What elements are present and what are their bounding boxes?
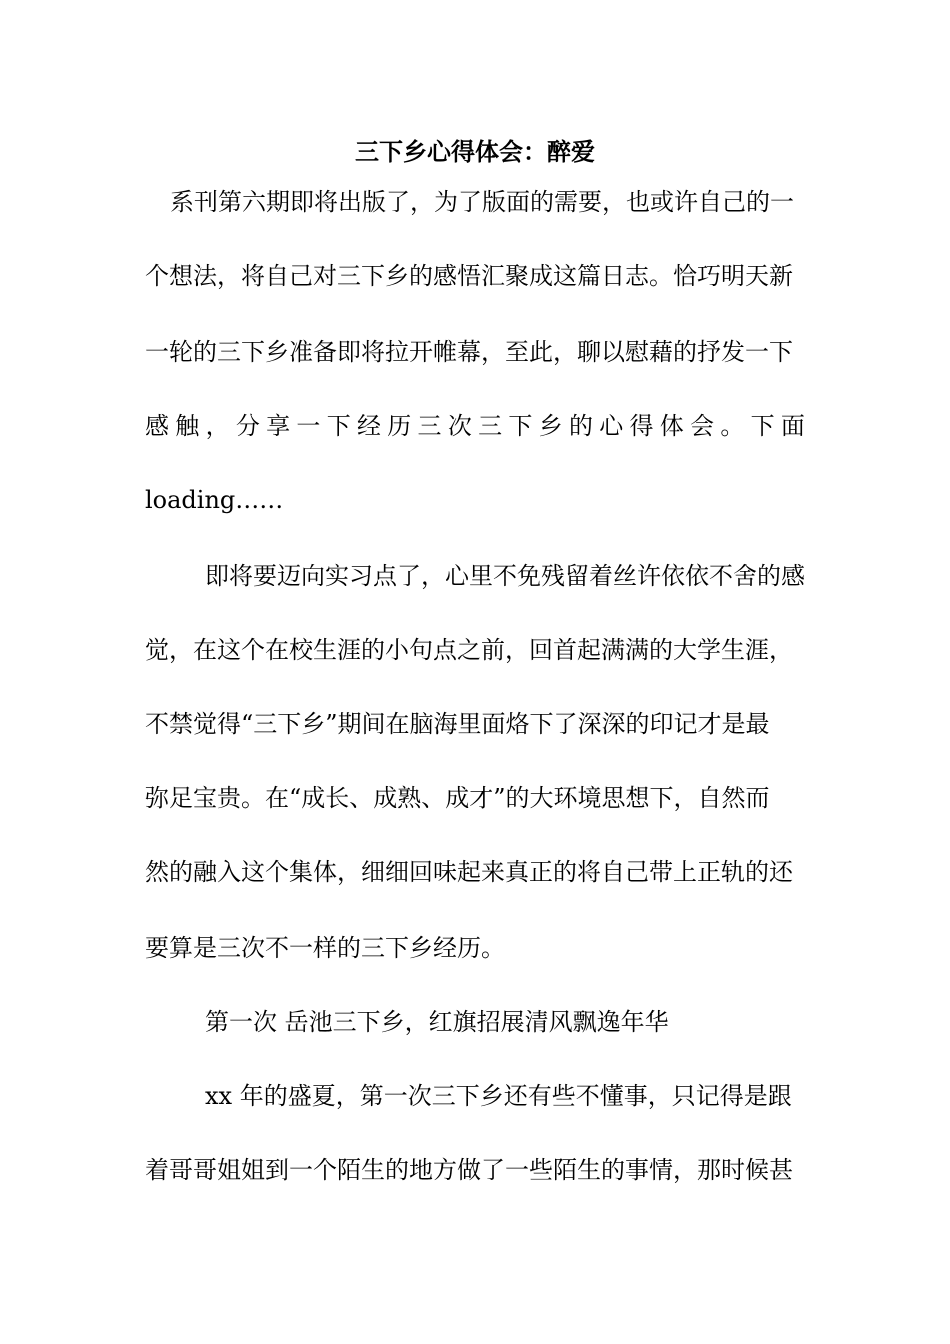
justified-char: 触 <box>175 412 200 440</box>
justified-char: 分 <box>235 412 260 440</box>
justified-char: 心 <box>599 412 624 440</box>
justified-char: 经 <box>356 412 381 440</box>
justified-char: 的 <box>568 412 593 440</box>
justified-char: 下 <box>750 412 775 440</box>
justified-char: 会 <box>690 412 715 440</box>
paragraph-line: 觉，在这个在校生涯的小句点之前，回首起满满的大学生涯， <box>145 636 793 664</box>
justified-char: ， <box>205 412 230 440</box>
paragraph-line: 着哥哥姐姐到一个陌生的地方做了一些陌生的事情，那时候甚 <box>145 1156 793 1184</box>
paragraph-line: 不禁觉得“三下乡”期间在脑海里面烙下了深深的印记才是最 <box>145 710 770 738</box>
paragraph-line: 弥足宝贵。在“成长、成熟、成才”的大环境思想下，自然而 <box>145 784 770 812</box>
justified-char: 历 <box>387 412 412 440</box>
justified-char: 得 <box>629 412 654 440</box>
section-heading: 第一次 岳池三下乡，红旗招展清风飘逸年华 <box>205 1008 669 1036</box>
justified-char: 次 <box>447 412 472 440</box>
justified-char: 乡 <box>538 412 563 440</box>
justified-char: 享 <box>266 412 291 440</box>
paragraph-line: 一轮的三下乡准备即将拉开帷幕，至此，聊以慰藉的抒发一下 <box>145 338 793 366</box>
paragraph-line: 要算是三次不一样的三下乡经历。 <box>145 934 505 962</box>
justified-char: 下 <box>508 412 533 440</box>
justified-char: 感 <box>145 412 169 440</box>
paragraph-line: 然的融入这个集体，细细回味起来真正的将自己带上正轨的还 <box>145 858 793 886</box>
justified-char: 面 <box>780 412 805 440</box>
justified-char: 体 <box>659 412 684 440</box>
paragraph-line-justified <box>145 410 805 442</box>
justified-char: 一 <box>296 412 321 440</box>
justified-char: 三 <box>417 412 442 440</box>
paragraph-line: loading…… <box>145 486 284 514</box>
paragraph-line: 即将要迈向实习点了，心里不免残留着丝许依依不舍的感 <box>205 562 805 590</box>
paragraph-line: xx 年的盛夏，第一次三下乡还有些不懂事，只记得是跟 <box>205 1082 792 1110</box>
justified-char: 。 <box>720 412 745 440</box>
paragraph-line: 系刊第六期即将出版了，为了版面的需要，也或许自己的一 <box>170 188 794 216</box>
document-title: 三下乡心得体会：醉爱 <box>355 137 595 166</box>
justified-char: 下 <box>326 412 351 440</box>
justified-char: 三 <box>478 412 503 440</box>
paragraph-line: 个想法，将自己对三下乡的感悟汇聚成这篇日志。恰巧明天新 <box>145 262 793 290</box>
